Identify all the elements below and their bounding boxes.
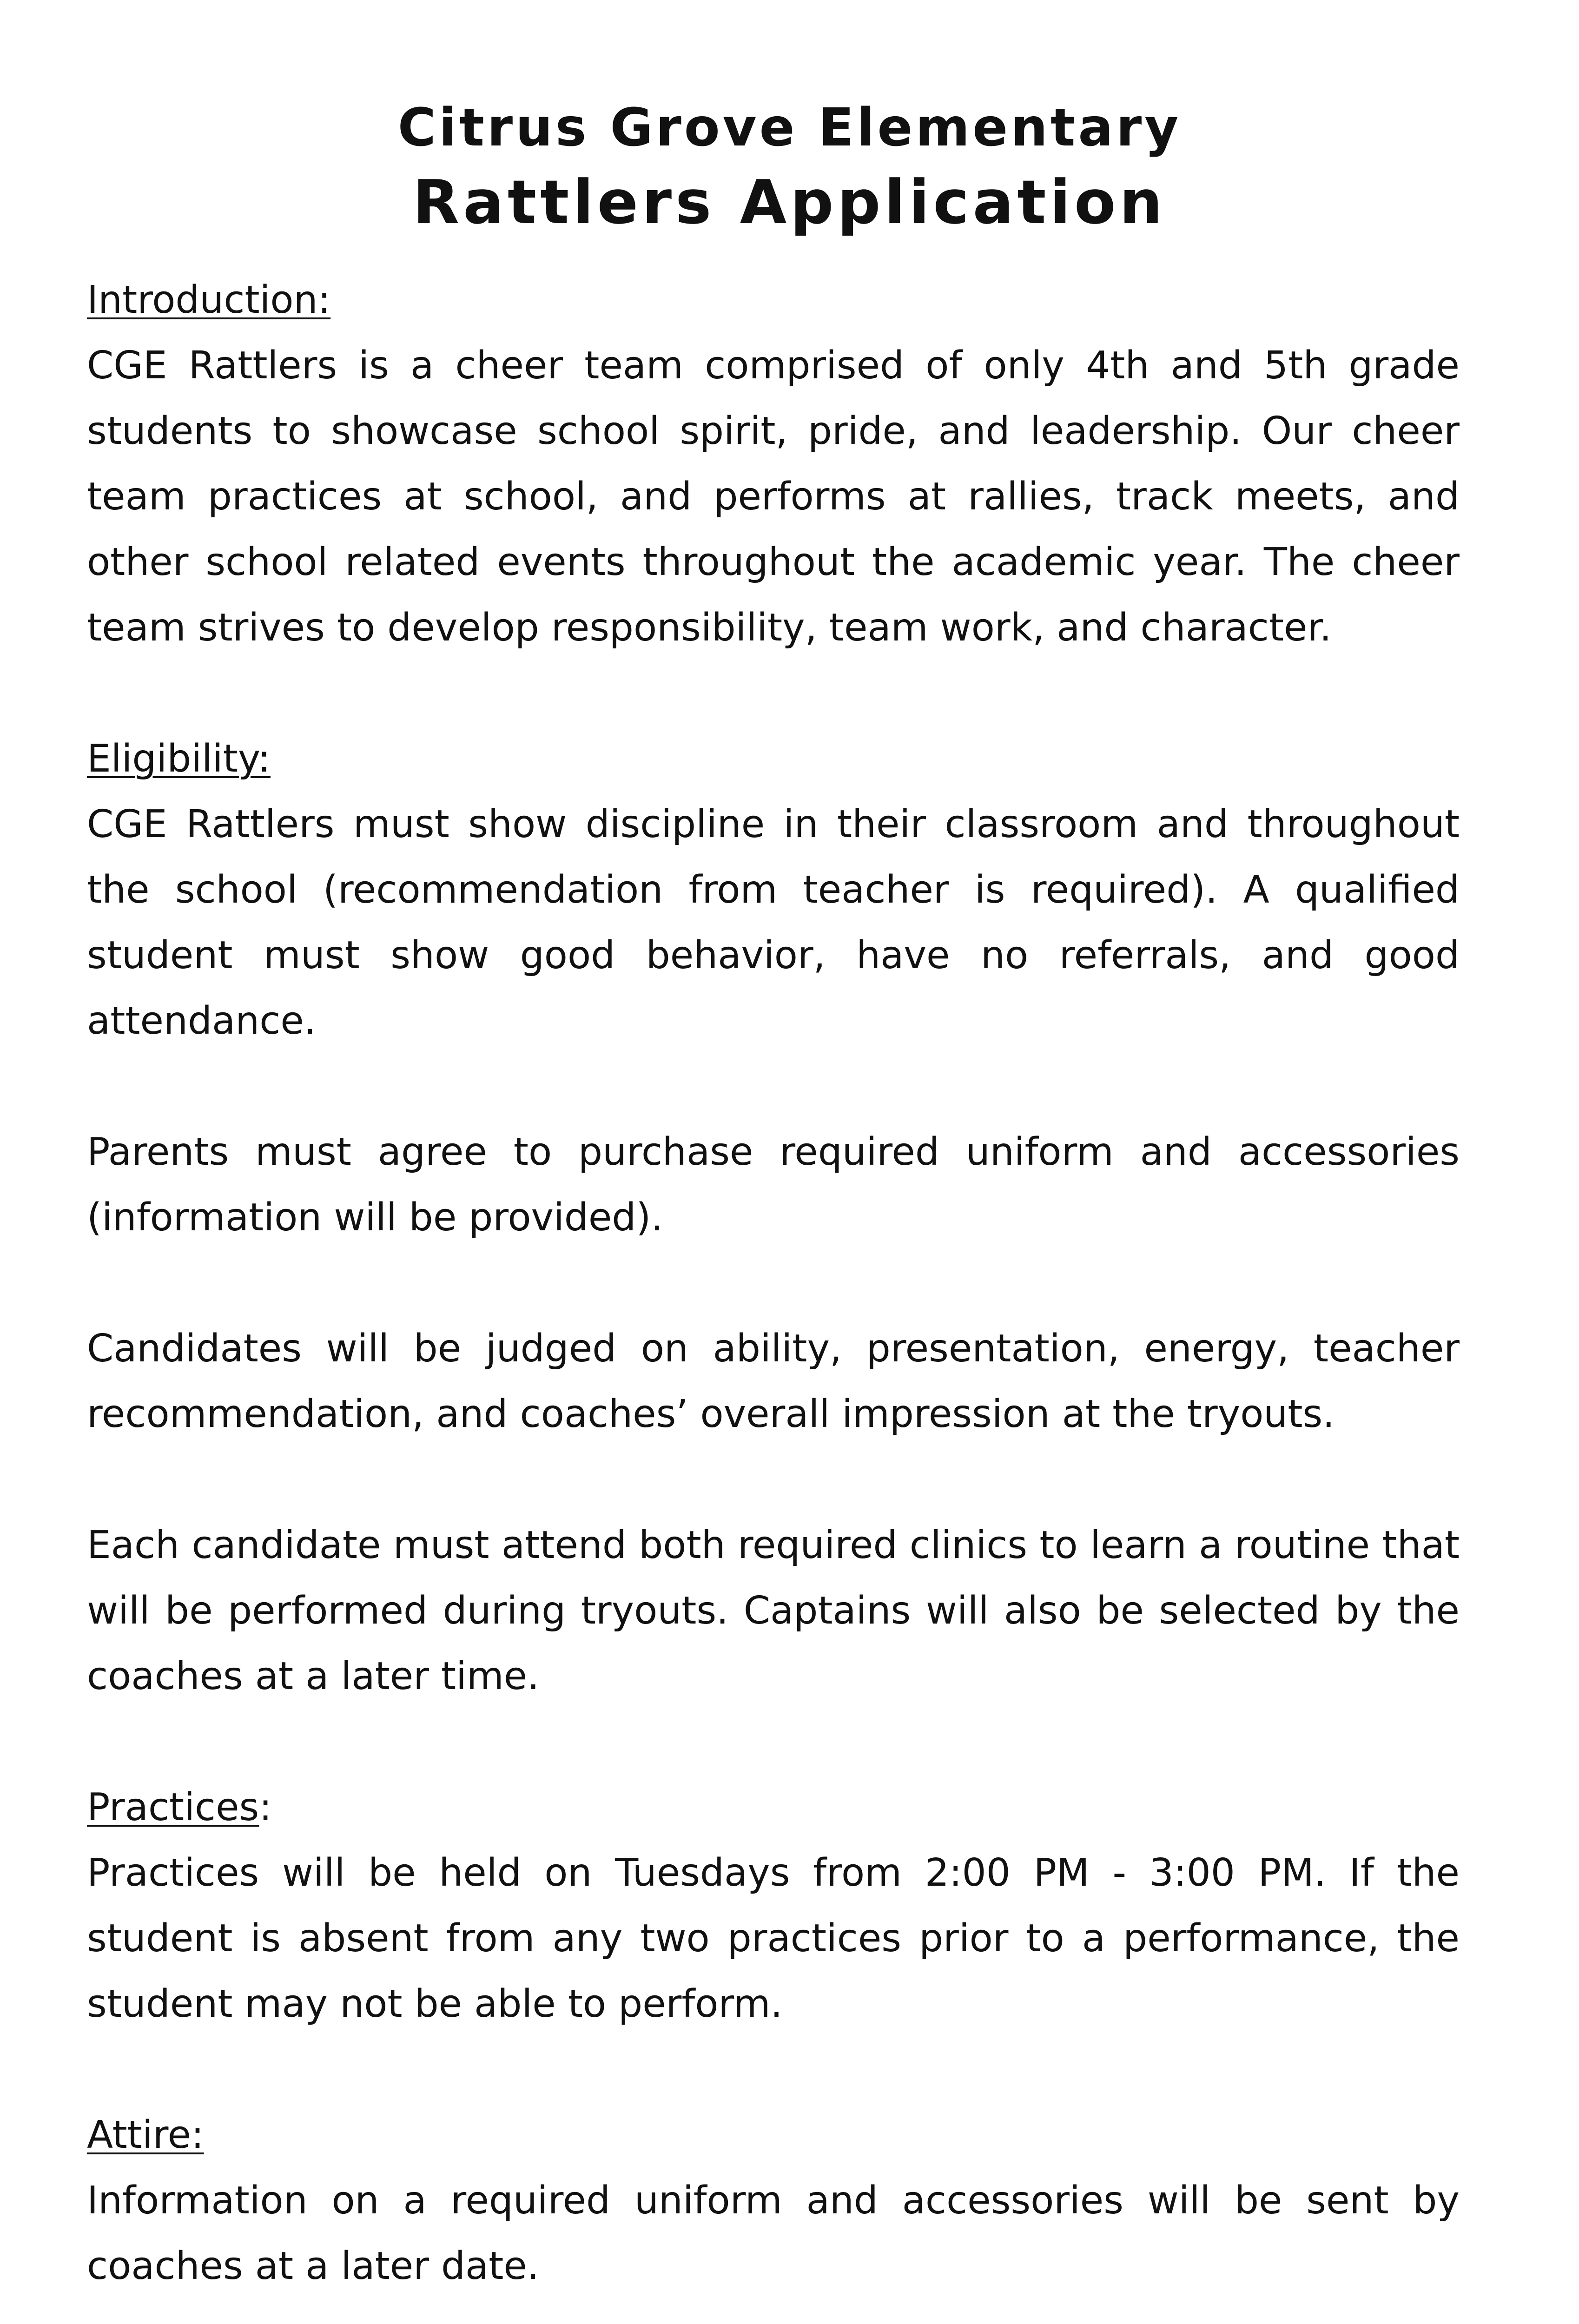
eligibility-heading: Eligibility: [87, 737, 271, 781]
section-introduction [87, 267, 1460, 660]
attire-heading: Attire: [87, 2113, 204, 2157]
practices-heading-line [87, 1775, 1460, 1840]
document-body [87, 267, 1460, 2299]
title-block [0, 93, 1579, 242]
spacer [87, 1250, 1460, 1316]
eligibility-text: CGE Rattlers must show discipline in their classroom and throughout the school (recommendation from teacher is required). A qualified student must show good behavior, have no referrals, and good attendance. [87, 802, 1460, 1043]
practices-heading: Practices [87, 1785, 259, 1829]
introduction-text: CGE Rattlers is a cheer team comprised of only 4th and 5th grade students to showcase school spirit, pride, and leadership. Our cheer team practices at school, and performs at rallies, track meets, and other school related events throughout the academic year. The cheer team strives to develop responsibility, team work, and character. [87, 343, 1460, 650]
form-title: Rattlers Application [413, 167, 1166, 238]
spacer [87, 1447, 1460, 1512]
spacer [87, 1709, 1460, 1775]
spacer [87, 660, 1460, 726]
school-name: Citrus Grove Elementary [397, 98, 1182, 158]
judging-criteria-text: Candidates will be judged on ability, presentation, energy, teacher recommendation, and coaches’ overall impression at the tryouts. [87, 1327, 1460, 1436]
section-attire [87, 2102, 1460, 2299]
section-practices [87, 1775, 1460, 2037]
clinics-requirement-text: Each candidate must attend both required clinics to learn a routine that will be performed during tryouts. Captains will also be selected by the coaches at a later time. [87, 1523, 1460, 1698]
section-eligibility [87, 726, 1460, 1709]
parents-requirement-text: Parents must agree to purchase required uniform and accessories (information will be provided). [87, 1130, 1460, 1240]
spacer [87, 1054, 1460, 1119]
attire-text: Information on a required uniform and accessories will be sent by coaches at a later date. [87, 2179, 1460, 2288]
introduction-heading: Introduction: [87, 278, 331, 322]
practices-heading-colon: : [259, 1785, 272, 1829]
practices-text: Practices will be held on Tuesdays from 2:00 PM - 3:00 PM. If the student is absent from any two practices prior to a performance, the student may not be able to perform. [87, 1851, 1460, 2026]
spacer [87, 2037, 1460, 2102]
